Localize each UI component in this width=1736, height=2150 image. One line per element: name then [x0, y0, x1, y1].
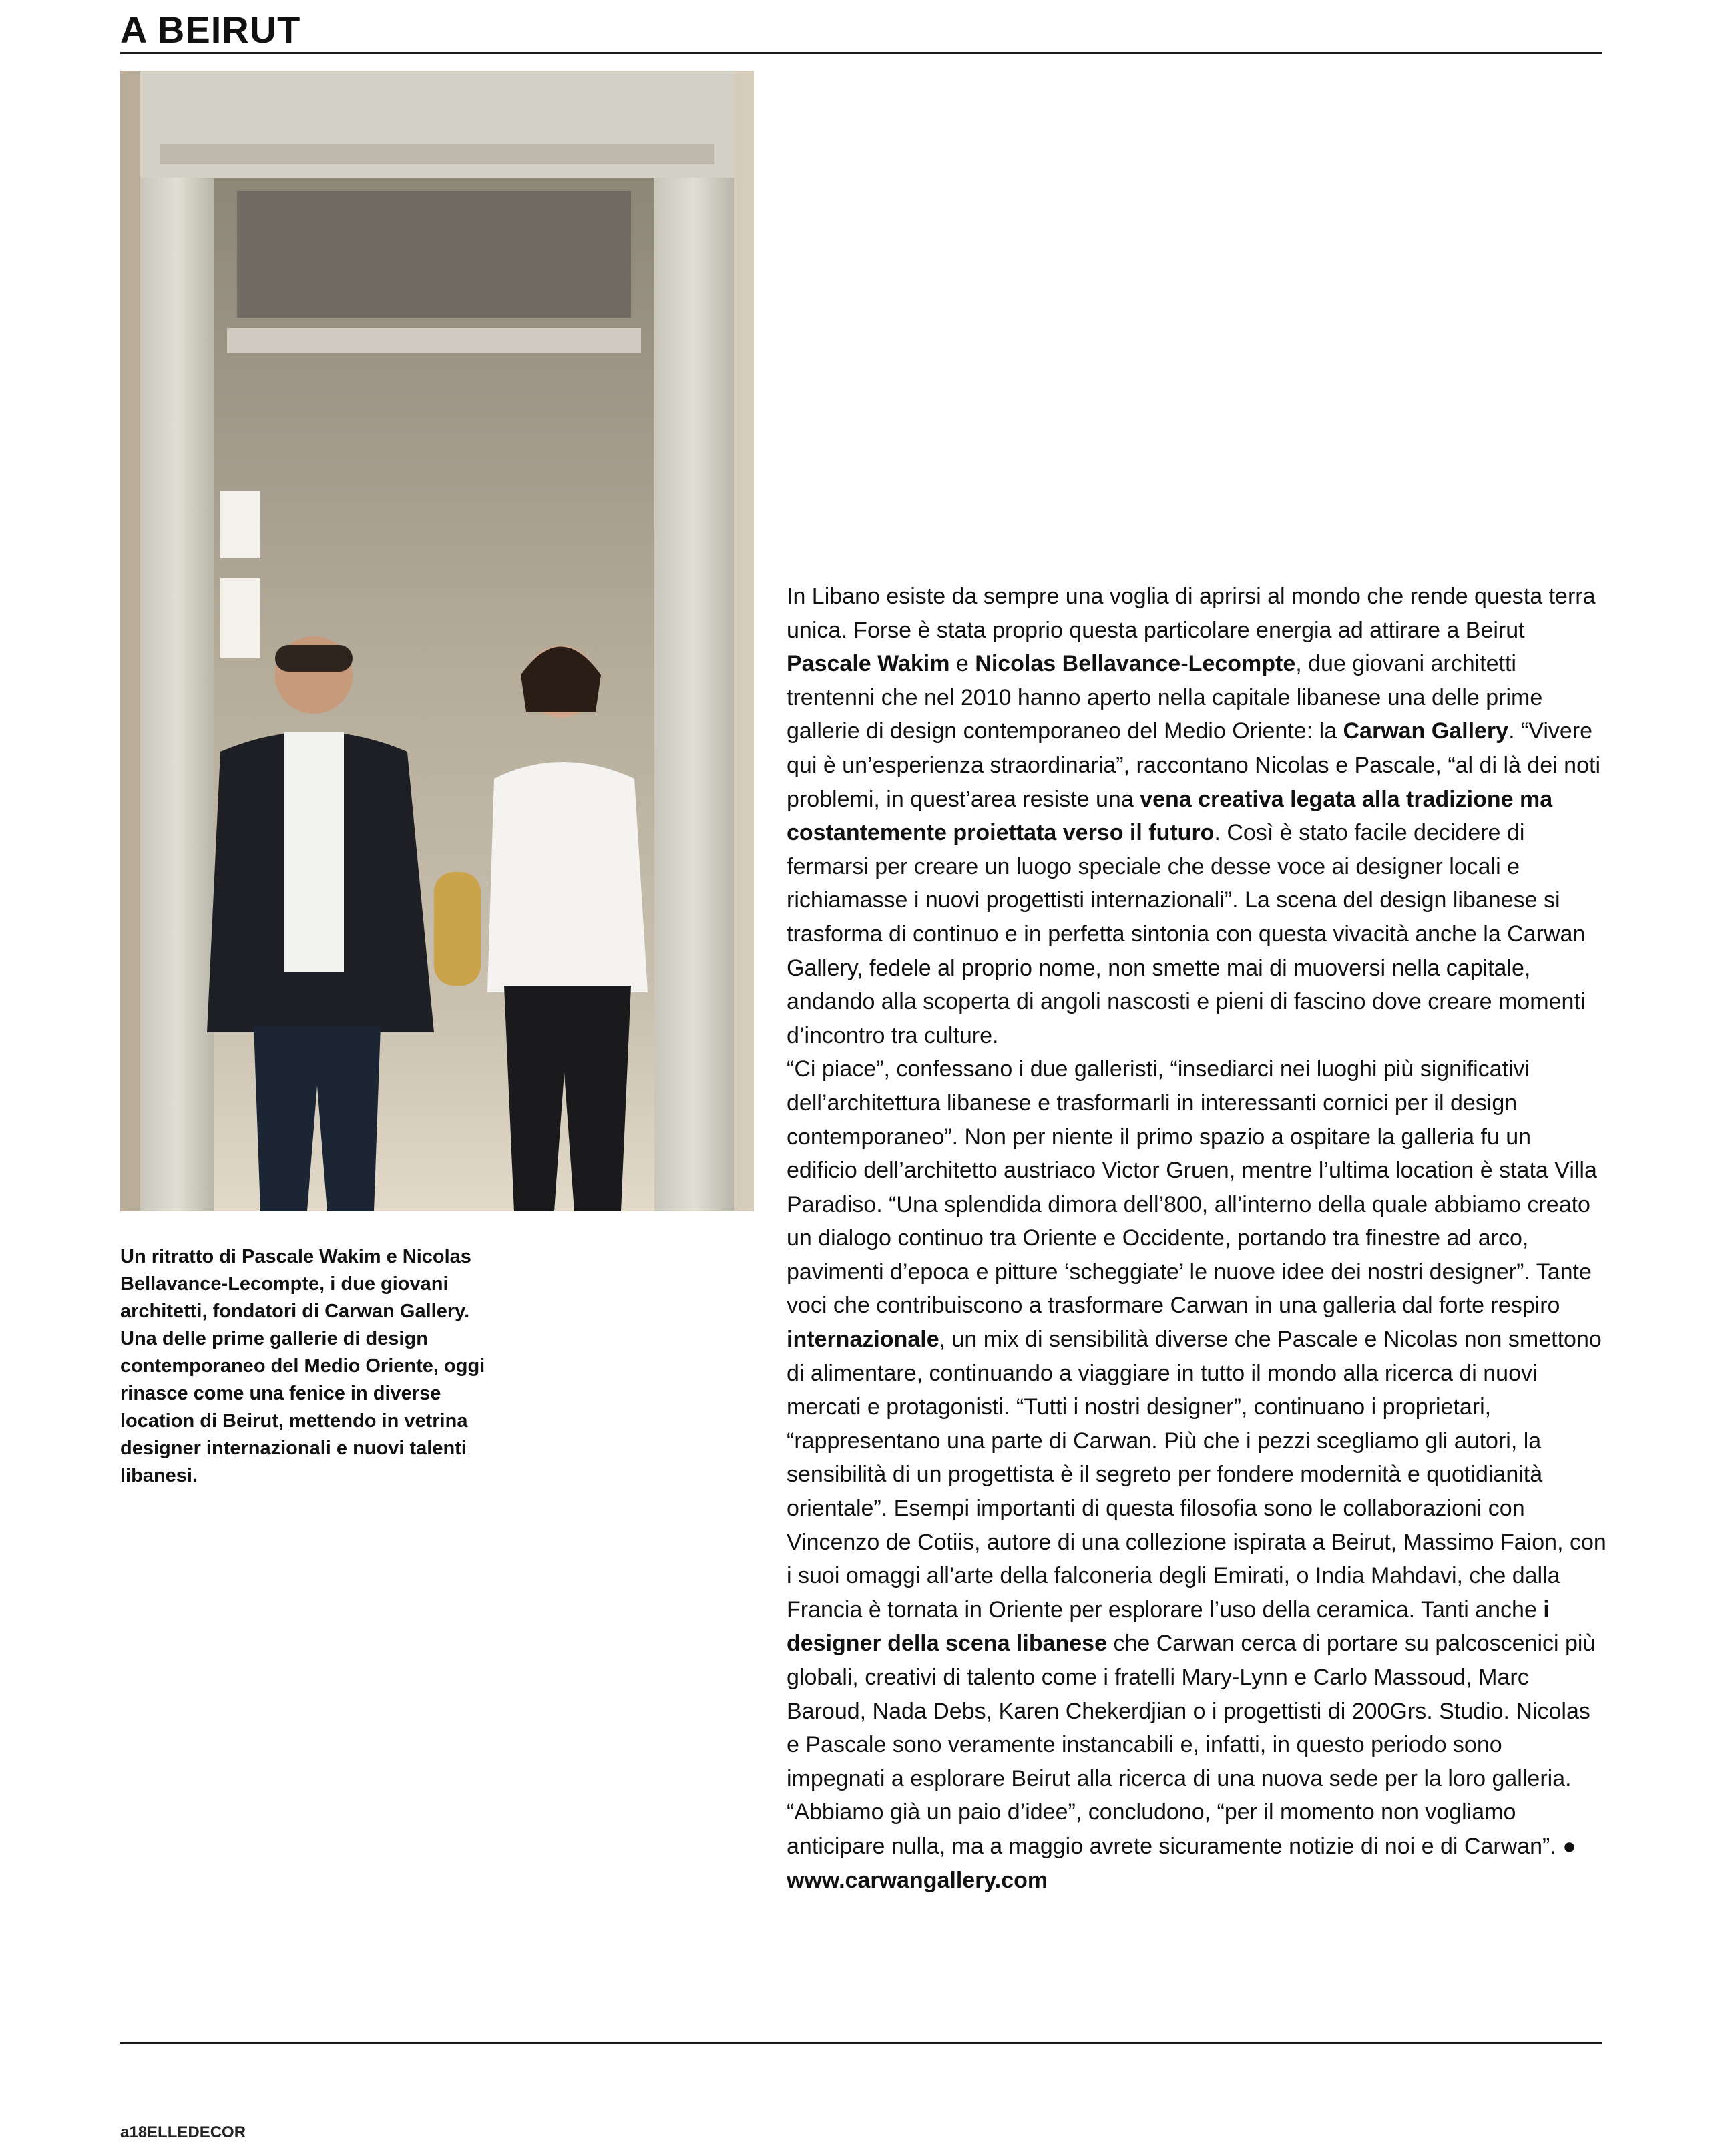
- end-mark-icon: ●: [1562, 1833, 1576, 1859]
- bottom-rule: [120, 2042, 1602, 2044]
- article-text: e: [949, 651, 975, 677]
- article-bold-text: Nicolas Bellavance-Lecompte: [975, 651, 1296, 677]
- photo-caption: Un ritratto di Pascale Wakim e Nicolas Bellavance-Lecompte, i due giovani architetti, fondatori di Carwan Gallery. Una delle prime gallerie di design contemporaneo del Medio Oriente, oggi rinasce come una fenice in diverse location di Beirut, mettendo in vetrina designer internazionali e nuovi talenti libanesi.: [120, 1246, 485, 1486]
- gallery-url[interactable]: www.carwangallery.com: [787, 1867, 1048, 1893]
- top-rule: [120, 52, 1602, 54]
- section-title: A BEIRUT: [120, 9, 301, 51]
- article-text: , due giovani architetti trentenni che nel 2010 hanno aperto nella capitale libanese una delle prime gallerie di design contemporaneo del Medio Oriente: la: [787, 651, 1543, 744]
- article-text: . “Vivere qui è un’esperienza straordinaria”, raccontano Nicolas e Pascale, “al di là dei noti problemi, in quest’area resiste una: [787, 718, 1601, 812]
- article-bold-text: i designer della scena libanese: [787, 1596, 1550, 1657]
- page-folio: a18ELLEDECOR: [120, 2123, 246, 2141]
- portrait-photo: [120, 71, 754, 1211]
- article-text: In Libano esiste da sempre una voglia di aprirsi al mondo che rende questa terra unica. Forse è stata proprio questa particolare energia ad attirare a Beirut: [787, 584, 1596, 643]
- article-bold-text: Carwan Gallery: [1343, 718, 1509, 744]
- article-bold-text: Pascale Wakim: [787, 651, 950, 677]
- article-text: , un mix di sensibilità diverse che Pascale e Nicolas non smettono di alimentare, continuando a viaggiare in tutto il mondo alla ricerca di nuovi mercati e protagonisti. “Tutti i nostri designer”, continuano i proprietari, “rappresentano una parte di Carwan. Più che i pezzi scegliamo gli autori, la sensibilità di un progettista è il segreto per fondere modernità e quotidianità orientale”. Esempi importanti di questa filosofia sono le collaborazioni con Vincenzo de Cotiis, autore di una collezione ispirata a Beirut, Massimo Faion, con i suoi omaggi all’arte della falconeria degli Emirati, o India Mahdavi, che dalla Francia è tornata in Oriente per esplorare l’uso della ceramica. Tanti anche: [787, 1327, 1606, 1623]
- article-text: . Così è stato facile decidere di fermarsi per creare un luogo speciale che desse voce ai designer locali e richiamasse i nuovi progettisti internazionali”. La scena del design libanese si trasforma di continuo e in perfetta sintonia con questa vivacità anche la Carwan Gallery, fedele al proprio nome, non smette mai di muoversi nella capitale, andando alla scoperta di angoli nascosti e pieni di fascino dove creare momenti d’incontro tra culture.: [787, 820, 1586, 1048]
- article-text: che Carwan cerca di portare su palcoscenici più globali, creativi di talento come i fratelli Mary-Lynn e Carlo Massoud, Marc Baroud, Nada Debs, Karen Chekerdjian o i progettisti di 200Grs. Studio. Nicolas e Pascale sono veramente instancabili e, infatti, in questo periodo sono impegnati a esplorare Beirut alla ricerca di una nuova sede per la loro galleria. “Abbiamo già un paio d’idee”, concludono, “per il momento non vogliamo anticipare nulla, ma a maggio avrete sicuramente notizie di noi e di Carwan”.: [787, 1631, 1596, 1859]
- article-bold-text: vena creativa legata alla tradizione ma costantemente proiettata verso il futuro: [787, 786, 1553, 846]
- article-bold-text: internazionale: [787, 1327, 939, 1353]
- article-body: [787, 580, 1606, 1897]
- article-text: “Ci piace”, confessano i due galleristi, “insediarci nei luoghi più significativi dell’architettura libanese e trasformarli in interessanti cornici per il design contemporaneo”. Non per niente il primo spazio a ospitare la galleria fu un edificio dell’architetto austriaco Victor Gruen, mentre l’ultima location è stata Villa Paradiso. “Una splendida dimora dell’800, all’interno della quale abbiamo creato un dialogo continuo tra Oriente e Occidente, portando tra finestre ad arco, pavimenti d’epoca e pitture ‘scheggiate’ le nuove idee dei nostri designer”. Tante voci che contribuiscono a trasformare Carwan in una galleria dal forte respiro: [787, 1056, 1597, 1319]
